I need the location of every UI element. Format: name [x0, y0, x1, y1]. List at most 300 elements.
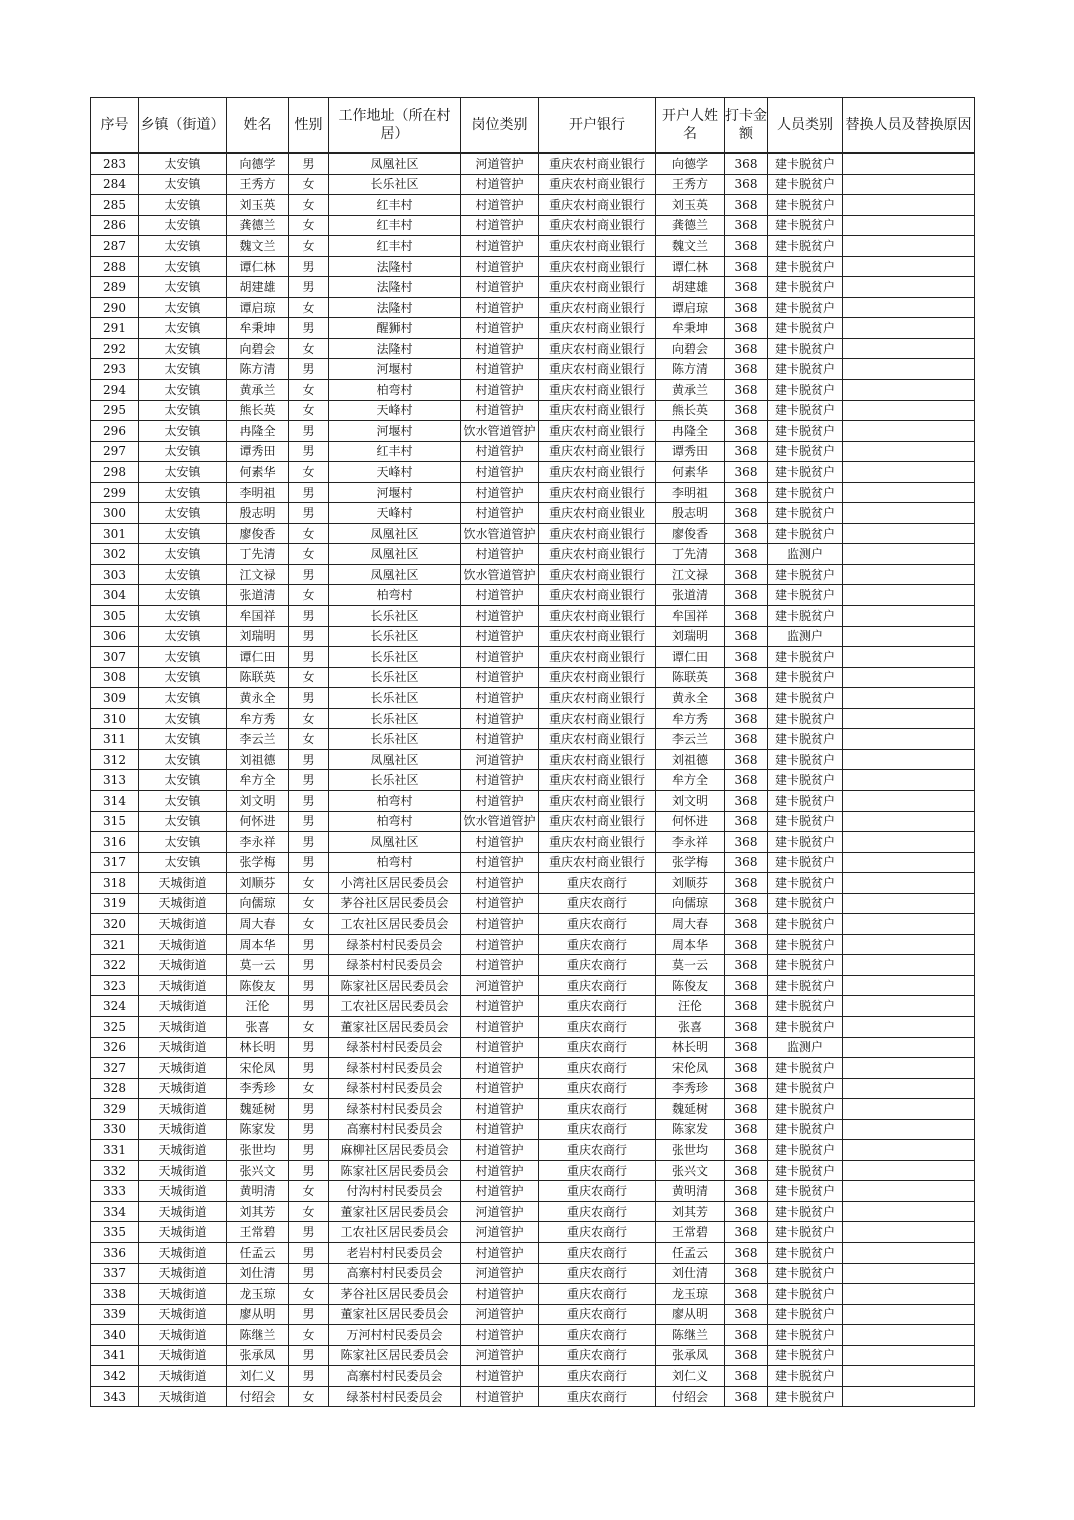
table-row — [91, 1345, 975, 1366]
cell-account-holder: 向儒琼 — [656, 893, 725, 914]
cell-account-holder: 胡建雄 — [656, 277, 725, 298]
cell-bank: 重庆农村商业银行 — [539, 318, 656, 339]
cell-work-address: 绿茶村村民委员会 — [329, 1078, 461, 1099]
cell-replacement — [843, 955, 975, 976]
cell-bank: 重庆农商行 — [539, 1284, 656, 1305]
cell-account-holder: 龚德兰 — [656, 215, 725, 236]
cell-bank: 重庆农村商业银行 — [539, 256, 656, 277]
cell-account-holder: 宋伦凤 — [656, 1058, 725, 1079]
cell-bank: 重庆农村商业银行 — [539, 708, 656, 729]
cell-township: 太安镇 — [139, 729, 227, 750]
cell-replacement — [843, 626, 975, 647]
cell-name: 周本华 — [227, 934, 289, 955]
cell-index: 295 — [91, 400, 139, 421]
cell-name: 陈俊友 — [227, 975, 289, 996]
cell-work-address: 陈家社区居民委员会 — [329, 1160, 461, 1181]
cell-work-address: 凤凰社区 — [329, 564, 461, 585]
cell-post-type: 村道管护 — [461, 277, 539, 298]
cell-bank: 重庆农村商业银行 — [539, 832, 656, 853]
table-row — [91, 585, 975, 606]
cell-bank: 重庆农商行 — [539, 1386, 656, 1407]
cell-replacement — [843, 1078, 975, 1099]
cell-bank: 重庆农商行 — [539, 1242, 656, 1263]
table-row — [91, 195, 975, 216]
cell-work-address: 高寨村村民委员会 — [329, 1263, 461, 1284]
cell-post-type: 村道管护 — [461, 1140, 539, 1161]
table-row — [91, 400, 975, 421]
cell-name: 刘玉英 — [227, 195, 289, 216]
cell-bank: 重庆农村商业银行 — [539, 729, 656, 750]
cell-township: 太安镇 — [139, 667, 227, 688]
cell-person-type: 建卡脱贫户 — [768, 1016, 843, 1037]
cell-gender: 男 — [289, 975, 329, 996]
cell-replacement — [843, 441, 975, 462]
cell-account-holder: 李永祥 — [656, 832, 725, 853]
cell-account-holder: 刘祖德 — [656, 749, 725, 770]
cell-name: 刘仕清 — [227, 1263, 289, 1284]
cell-name: 李明祖 — [227, 482, 289, 503]
cell-index: 297 — [91, 441, 139, 462]
cell-index: 298 — [91, 462, 139, 483]
table-row — [91, 380, 975, 401]
cell-person-type: 建卡脱贫户 — [768, 153, 843, 174]
table-row — [91, 544, 975, 565]
cell-township: 天城街道 — [139, 1058, 227, 1079]
cell-township: 太安镇 — [139, 688, 227, 709]
cell-amount: 368 — [725, 153, 768, 174]
col-header-township: 乡镇（街道） — [139, 98, 227, 154]
cell-person-type: 建卡脱贫户 — [768, 1345, 843, 1366]
cell-replacement — [843, 1016, 975, 1037]
cell-name: 张承凤 — [227, 1345, 289, 1366]
table-row — [91, 1366, 975, 1387]
table-row — [91, 1058, 975, 1079]
cell-account-holder: 江文禄 — [656, 564, 725, 585]
cell-index: 314 — [91, 790, 139, 811]
table-row — [91, 1078, 975, 1099]
cell-bank: 重庆农村商业银行 — [539, 462, 656, 483]
cell-work-address: 麻柳社区居民委员会 — [329, 1140, 461, 1161]
cell-index: 290 — [91, 297, 139, 318]
cell-gender: 男 — [289, 1160, 329, 1181]
cell-township: 天城街道 — [139, 1345, 227, 1366]
cell-gender: 男 — [289, 1345, 329, 1366]
cell-account-holder: 莫一云 — [656, 955, 725, 976]
cell-amount: 368 — [725, 852, 768, 873]
cell-work-address: 陈家社区居民委员会 — [329, 975, 461, 996]
cell-bank: 重庆农商行 — [539, 873, 656, 894]
cell-account-holder: 丁先清 — [656, 544, 725, 565]
cell-replacement — [843, 318, 975, 339]
cell-post-type: 村道管护 — [461, 996, 539, 1017]
cell-township: 天城街道 — [139, 1304, 227, 1325]
cell-work-address: 茅谷社区居民委员会 — [329, 1284, 461, 1305]
cell-account-holder: 张兴文 — [656, 1160, 725, 1181]
cell-person-type: 建卡脱贫户 — [768, 1140, 843, 1161]
cell-work-address: 绿茶村村民委员会 — [329, 1058, 461, 1079]
cell-replacement — [843, 462, 975, 483]
table-row — [91, 975, 975, 996]
cell-gender: 男 — [289, 832, 329, 853]
cell-person-type: 建卡脱贫户 — [768, 852, 843, 873]
cell-post-type: 村道管护 — [461, 1119, 539, 1140]
cell-work-address: 长乐社区 — [329, 708, 461, 729]
cell-index: 325 — [91, 1016, 139, 1037]
cell-amount: 368 — [725, 482, 768, 503]
table-row — [91, 749, 975, 770]
table-row — [91, 462, 975, 483]
cell-amount: 368 — [725, 749, 768, 770]
cell-account-holder: 任孟云 — [656, 1242, 725, 1263]
cell-bank: 重庆农商行 — [539, 934, 656, 955]
cell-post-type: 村道管护 — [461, 297, 539, 318]
cell-amount: 368 — [725, 811, 768, 832]
cell-person-type: 建卡脱贫户 — [768, 606, 843, 627]
cell-post-type: 村道管护 — [461, 770, 539, 791]
cell-bank: 重庆农村商业银行 — [539, 523, 656, 544]
cell-person-type: 建卡脱贫户 — [768, 729, 843, 750]
cell-account-holder: 何怀进 — [656, 811, 725, 832]
cell-work-address: 柏弯村 — [329, 811, 461, 832]
table-row — [91, 174, 975, 195]
cell-bank: 重庆农商行 — [539, 1263, 656, 1284]
cell-bank: 重庆农村商业银行 — [539, 215, 656, 236]
cell-post-type: 村道管护 — [461, 1058, 539, 1079]
cell-township: 天城街道 — [139, 1386, 227, 1407]
cell-name: 宋伦凤 — [227, 1058, 289, 1079]
cell-amount: 368 — [725, 1140, 768, 1161]
cell-post-type: 村道管护 — [461, 1016, 539, 1037]
cell-replacement — [843, 770, 975, 791]
cell-replacement — [843, 1160, 975, 1181]
cell-index: 318 — [91, 873, 139, 894]
cell-post-type: 村道管护 — [461, 647, 539, 668]
table-row — [91, 523, 975, 544]
cell-replacement — [843, 236, 975, 257]
cell-amount: 368 — [725, 318, 768, 339]
cell-gender: 女 — [289, 1284, 329, 1305]
cell-person-type: 建卡脱贫户 — [768, 297, 843, 318]
cell-person-type: 建卡脱贫户 — [768, 873, 843, 894]
table-row — [91, 1263, 975, 1284]
cell-township: 太安镇 — [139, 811, 227, 832]
cell-work-address: 凤凰社区 — [329, 523, 461, 544]
cell-amount: 368 — [725, 955, 768, 976]
cell-replacement — [843, 1119, 975, 1140]
cell-township: 太安镇 — [139, 277, 227, 298]
cell-amount: 368 — [725, 1325, 768, 1346]
cell-replacement — [843, 215, 975, 236]
table-body — [91, 153, 975, 1407]
cell-replacement — [843, 338, 975, 359]
cell-name: 黄明清 — [227, 1181, 289, 1202]
cell-account-holder: 向德学 — [656, 153, 725, 174]
col-header-index: 序号 — [91, 98, 139, 154]
cell-person-type: 建卡脱贫户 — [768, 1099, 843, 1120]
cell-index: 342 — [91, 1366, 139, 1387]
cell-replacement — [843, 914, 975, 935]
cell-post-type: 饮水管道管护 — [461, 564, 539, 585]
cell-person-type: 建卡脱贫户 — [768, 688, 843, 709]
cell-post-type: 河道管护 — [461, 153, 539, 174]
cell-index: 319 — [91, 893, 139, 914]
cell-work-address: 天峰村 — [329, 503, 461, 524]
cell-name: 魏文兰 — [227, 236, 289, 257]
cell-work-address: 万河村村民委员会 — [329, 1325, 461, 1346]
cell-amount: 368 — [725, 688, 768, 709]
cell-amount: 368 — [725, 1037, 768, 1058]
cell-township: 太安镇 — [139, 338, 227, 359]
cell-person-type: 监测户 — [768, 544, 843, 565]
cell-replacement — [843, 380, 975, 401]
cell-name: 魏延树 — [227, 1099, 289, 1120]
cell-amount: 368 — [725, 914, 768, 935]
cell-work-address: 董家社区居民委员会 — [329, 1201, 461, 1222]
cell-work-address: 柏弯村 — [329, 585, 461, 606]
cell-index: 292 — [91, 338, 139, 359]
cell-account-holder: 张世均 — [656, 1140, 725, 1161]
table-row — [91, 1325, 975, 1346]
cell-replacement — [843, 585, 975, 606]
cell-bank: 重庆农商行 — [539, 1078, 656, 1099]
cell-post-type: 村道管护 — [461, 893, 539, 914]
cell-township: 太安镇 — [139, 626, 227, 647]
table-row — [91, 338, 975, 359]
cell-township: 天城街道 — [139, 893, 227, 914]
cell-account-holder: 龙玉琼 — [656, 1284, 725, 1305]
cell-work-address: 法隆村 — [329, 277, 461, 298]
cell-name: 刘文明 — [227, 790, 289, 811]
cell-township: 太安镇 — [139, 544, 227, 565]
cell-amount: 368 — [725, 873, 768, 894]
cell-amount: 368 — [725, 1160, 768, 1181]
cell-amount: 368 — [725, 523, 768, 544]
cell-amount: 368 — [725, 421, 768, 442]
cell-replacement — [843, 256, 975, 277]
cell-account-holder: 牟国祥 — [656, 606, 725, 627]
cell-account-holder: 李云兰 — [656, 729, 725, 750]
cell-replacement — [843, 523, 975, 544]
cell-bank: 重庆农村商业银行 — [539, 421, 656, 442]
cell-person-type: 建卡脱贫户 — [768, 1181, 843, 1202]
cell-gender: 女 — [289, 893, 329, 914]
table-row — [91, 667, 975, 688]
cell-amount: 368 — [725, 1078, 768, 1099]
table-row — [91, 1222, 975, 1243]
cell-township: 太安镇 — [139, 195, 227, 216]
cell-name: 王常碧 — [227, 1222, 289, 1243]
cell-post-type: 村道管护 — [461, 482, 539, 503]
cell-work-address: 陈家社区居民委员会 — [329, 1345, 461, 1366]
cell-name: 丁先清 — [227, 544, 289, 565]
cell-bank: 重庆农商行 — [539, 1099, 656, 1120]
cell-bank: 重庆农村商业银行 — [539, 770, 656, 791]
cell-replacement — [843, 544, 975, 565]
cell-post-type: 村道管护 — [461, 790, 539, 811]
cell-gender: 女 — [289, 1325, 329, 1346]
cell-person-type: 建卡脱贫户 — [768, 462, 843, 483]
cell-replacement — [843, 934, 975, 955]
cell-name: 刘瑞明 — [227, 626, 289, 647]
cell-gender: 男 — [289, 564, 329, 585]
cell-account-holder: 周大春 — [656, 914, 725, 935]
cell-bank: 重庆农村商业银行 — [539, 297, 656, 318]
cell-person-type: 建卡脱贫户 — [768, 934, 843, 955]
cell-person-type: 建卡脱贫户 — [768, 195, 843, 216]
cell-index: 299 — [91, 482, 139, 503]
cell-township: 天城街道 — [139, 1016, 227, 1037]
header-row — [91, 98, 975, 154]
cell-replacement — [843, 564, 975, 585]
cell-gender: 男 — [289, 688, 329, 709]
cell-account-holder: 周本华 — [656, 934, 725, 955]
cell-index: 343 — [91, 1386, 139, 1407]
cell-post-type: 村道管护 — [461, 1325, 539, 1346]
table-row — [91, 277, 975, 298]
cell-work-address: 老岩村村民委员会 — [329, 1242, 461, 1263]
table-row — [91, 482, 975, 503]
cell-replacement — [843, 893, 975, 914]
cell-work-address: 董家社区居民委员会 — [329, 1304, 461, 1325]
cell-person-type: 建卡脱贫户 — [768, 996, 843, 1017]
cell-amount: 368 — [725, 893, 768, 914]
cell-work-address: 长乐社区 — [329, 626, 461, 647]
cell-person-type: 建卡脱贫户 — [768, 564, 843, 585]
cell-post-type: 河道管护 — [461, 1263, 539, 1284]
cell-township: 天城街道 — [139, 873, 227, 894]
cell-township: 天城街道 — [139, 1160, 227, 1181]
cell-index: 304 — [91, 585, 139, 606]
table-row — [91, 770, 975, 791]
cell-township: 太安镇 — [139, 215, 227, 236]
table-row — [91, 1140, 975, 1161]
cell-gender: 男 — [289, 606, 329, 627]
cell-township: 太安镇 — [139, 770, 227, 791]
cell-replacement — [843, 996, 975, 1017]
cell-gender: 女 — [289, 1181, 329, 1202]
cell-amount: 368 — [725, 1201, 768, 1222]
table-row — [91, 811, 975, 832]
cell-name: 龚德兰 — [227, 215, 289, 236]
cell-index: 296 — [91, 421, 139, 442]
cell-account-holder: 黄明清 — [656, 1181, 725, 1202]
cell-bank: 重庆农商行 — [539, 1325, 656, 1346]
cell-name: 刘顺芬 — [227, 873, 289, 894]
table-row — [91, 893, 975, 914]
cell-person-type: 建卡脱贫户 — [768, 215, 843, 236]
cell-account-holder: 廖从明 — [656, 1304, 725, 1325]
cell-gender: 男 — [289, 421, 329, 442]
cell-name: 陈家发 — [227, 1119, 289, 1140]
cell-amount: 368 — [725, 1119, 768, 1140]
cell-index: 286 — [91, 215, 139, 236]
cell-post-type: 村道管护 — [461, 708, 539, 729]
cell-replacement — [843, 1099, 975, 1120]
cell-amount: 368 — [725, 400, 768, 421]
table-row — [91, 1201, 975, 1222]
cell-person-type: 建卡脱贫户 — [768, 893, 843, 914]
cell-post-type: 村道管护 — [461, 585, 539, 606]
cell-post-type: 村道管护 — [461, 934, 539, 955]
cell-name: 黄永全 — [227, 688, 289, 709]
cell-replacement — [843, 832, 975, 853]
cell-bank: 重庆农村商业银行 — [539, 174, 656, 195]
col-header-post-type: 岗位类别 — [461, 98, 539, 154]
cell-township: 天城街道 — [139, 1284, 227, 1305]
cell-person-type: 建卡脱贫户 — [768, 585, 843, 606]
cell-account-holder: 谭仁林 — [656, 256, 725, 277]
cell-replacement — [843, 1304, 975, 1325]
table-row — [91, 729, 975, 750]
col-header-gender: 性别 — [289, 98, 329, 154]
cell-township: 太安镇 — [139, 297, 227, 318]
cell-index: 340 — [91, 1325, 139, 1346]
cell-person-type: 建卡脱贫户 — [768, 770, 843, 791]
cell-name: 张世均 — [227, 1140, 289, 1161]
cell-index: 309 — [91, 688, 139, 709]
cell-township: 天城街道 — [139, 1366, 227, 1387]
cell-gender: 女 — [289, 1078, 329, 1099]
cell-account-holder: 张道清 — [656, 585, 725, 606]
cell-account-holder: 刘其芳 — [656, 1201, 725, 1222]
cell-township: 天城街道 — [139, 1242, 227, 1263]
cell-gender: 女 — [289, 1201, 329, 1222]
cell-work-address: 董家社区居民委员会 — [329, 1016, 461, 1037]
cell-amount: 368 — [725, 975, 768, 996]
cell-work-address: 长乐社区 — [329, 174, 461, 195]
table-row — [91, 256, 975, 277]
cell-bank: 重庆农商行 — [539, 955, 656, 976]
cell-post-type: 村道管护 — [461, 1386, 539, 1407]
cell-name: 牟方全 — [227, 770, 289, 791]
cell-township: 太安镇 — [139, 153, 227, 174]
cell-township: 天城街道 — [139, 996, 227, 1017]
cell-post-type: 村道管护 — [461, 174, 539, 195]
cell-amount: 368 — [725, 626, 768, 647]
cell-work-address: 红丰村 — [329, 441, 461, 462]
cell-account-holder: 陈联英 — [656, 667, 725, 688]
table-row — [91, 873, 975, 894]
cell-work-address: 天峰村 — [329, 400, 461, 421]
cell-account-holder: 刘玉英 — [656, 195, 725, 216]
cell-name: 李秀珍 — [227, 1078, 289, 1099]
col-header-replacement: 替换人员及替换原因 — [843, 98, 975, 154]
cell-replacement — [843, 1263, 975, 1284]
cell-replacement — [843, 1140, 975, 1161]
cell-gender: 男 — [289, 811, 329, 832]
cell-amount: 368 — [725, 503, 768, 524]
cell-township: 天城街道 — [139, 1078, 227, 1099]
cell-work-address: 绿茶村村民委员会 — [329, 1099, 461, 1120]
cell-work-address: 绿茶村村民委员会 — [329, 955, 461, 976]
table-row — [91, 236, 975, 257]
cell-work-address: 绿茶村村民委员会 — [329, 934, 461, 955]
cell-gender: 男 — [289, 1140, 329, 1161]
cell-name: 向德学 — [227, 153, 289, 174]
cell-township: 太安镇 — [139, 564, 227, 585]
cell-work-address: 凤凰社区 — [329, 153, 461, 174]
table-row — [91, 297, 975, 318]
cell-account-holder: 刘仕清 — [656, 1263, 725, 1284]
cell-person-type: 建卡脱贫户 — [768, 1304, 843, 1325]
cell-post-type: 村道管护 — [461, 1037, 539, 1058]
cell-work-address: 法隆村 — [329, 256, 461, 277]
col-header-amount: 打卡金额 — [725, 98, 768, 154]
cell-account-holder: 谭秀田 — [656, 441, 725, 462]
cell-name: 刘其芳 — [227, 1201, 289, 1222]
cell-gender: 女 — [289, 236, 329, 257]
cell-bank: 重庆农村商业银行 — [539, 195, 656, 216]
